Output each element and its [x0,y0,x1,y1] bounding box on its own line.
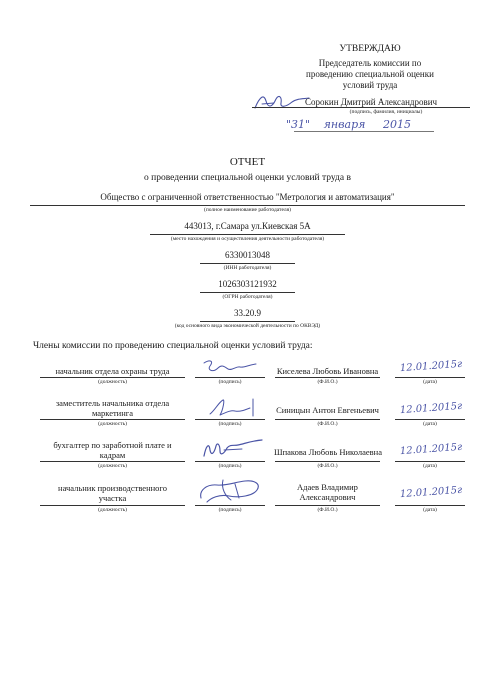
member-1-signature [200,357,260,377]
employer-full-name: Общество с ограниченной ответственностью "Метрология и автоматизация" [100,192,395,202]
member-1-position-line-1: начальник отдела охраны труда [55,366,170,376]
member-2-name [275,405,380,415]
approval-block [270,44,470,91]
employer-okved-line [200,321,295,322]
member-3-position-caption: (должность) [98,463,127,469]
report-subtitle: о проведении специальной оценки условий труда в [144,173,351,183]
member-1-date: 12.01.2015г [399,358,463,375]
employer-inn: 6330013048 [225,250,270,260]
approval-position-line-2: проведению специальной оценки [306,69,434,79]
approval-date-month: января [323,118,366,131]
member-1-position-caption: (должность) [98,379,127,385]
member-4-date: 12.01.2015г [399,484,463,501]
member-1-signature-caption: (подпись) [218,379,242,385]
employer-okved: 33.20.9 [234,308,261,318]
member-2-position-line-1: заместитель начальника отдела [55,398,170,408]
member-4-signature [195,476,267,506]
member-3-position-line [40,461,185,462]
employer-address: 443013, г.Самара ул.Киевская 5А [184,221,311,231]
member-3-position [40,440,185,460]
member-1-name-caption: (Ф.И.О.) [317,379,338,385]
employer-inn-caption: (ИНН работодателя) [223,265,272,271]
member-1-name-line-1: Киселева Любовь Ивановна [276,366,379,376]
member-2-signature-caption: (подпись) [218,421,242,427]
member-4-position-line [40,505,185,506]
employer-address-caption: (место нахождения и осуществления деятельности работодателя) [170,236,325,242]
member-4-name-line-2: Александрович [299,492,356,502]
member-1-signature-line [195,377,265,378]
approval-date-day: "31" [286,118,311,131]
member-3-date-caption: (дата) [423,463,437,469]
member-2-signature [205,396,265,420]
member-4-position-line-2: участка [98,493,127,503]
member-4-position-caption: (должность) [98,507,127,513]
member-4-date-caption: (дата) [423,507,437,513]
report-title: ОТЧЕТ [229,156,266,168]
employer-ogrn: 1026303121932 [218,279,277,289]
approval-date-year: 2015 [382,118,411,131]
member-3-date: 12.01.2015г [399,441,463,458]
member-3-position-line-2: кадрам [99,450,126,460]
employer-full-name-caption: (полное наименование работодателя) [203,207,292,213]
member-3-signature [200,436,266,462]
member-4-position-line-1: начальник производственного [58,483,167,493]
approval-date [286,118,466,132]
member-2-position-caption: (должность) [98,421,127,427]
member-2-date-line [395,419,465,420]
member-3-name [272,447,384,457]
member-4-name-line-1: Адаев Владимир [297,482,358,492]
member-4-name-caption: (Ф.И.О.) [317,507,338,513]
member-4-name [275,482,380,502]
member-2-name-line [275,419,380,420]
member-3-position-line-1: бухгалтер по заработной плате и [53,440,172,450]
member-3-name-caption: (Ф.И.О.) [317,463,338,469]
member-2-position [40,398,185,418]
member-4-date-line [395,505,465,506]
member-3-name-line-1: Шпакова Любовь Николаевна [274,447,382,457]
member-1-name [275,366,380,376]
member-2-signature-line [195,419,265,420]
approval-date-line [294,131,434,132]
member-3-date-line [395,461,465,462]
member-1-date-caption: (дата) [423,379,437,385]
chairman-signature-line [252,107,470,108]
member-1-position [40,366,185,376]
approval-position-line-3: условий труда [342,80,398,90]
member-3-signature-line [195,461,265,462]
member-2-name-caption: (Ф.И.О.) [317,421,338,427]
member-3-name-line [275,461,380,462]
chairman-name: Сорокин Дмитрий Александрович [305,97,438,107]
member-2-date-caption: (дата) [423,421,437,427]
member-4-signature-line [195,505,265,506]
member-2-position-line-2: маркетинга [91,408,134,418]
commission-heading: Члены комиссии по проведению специальной оценки условий труда: [33,341,313,351]
member-3-signature-caption: (подпись) [218,463,242,469]
employer-full-name-line [30,205,465,206]
employer-inn-line [200,263,295,264]
chairman-name-caption: (подпись, фамилия, инициалы) [349,109,423,115]
member-2-name-line-1: Синицын Антон Евгеньевич [276,405,379,415]
member-1-position-line [40,377,185,378]
member-2-position-line [40,419,185,420]
approval-position-line-1: Председатель комиссии по [318,58,422,68]
employer-okved-caption: (код основного вида экономической деятельности по ОКВЭД) [174,323,321,329]
employer-ogrn-line [200,292,295,293]
member-2-date: 12.01.2015г [399,400,463,417]
approval-heading: УТВЕРЖДАЮ [339,44,401,54]
employer-ogrn-caption: (ОГРН работодателя) [222,294,273,300]
member-4-signature-caption: (подпись) [218,507,242,513]
member-4-position [40,483,185,503]
member-1-date-line [395,377,465,378]
member-4-name-line [275,505,380,506]
member-1-name-line [275,377,380,378]
employer-address-line [150,234,345,235]
